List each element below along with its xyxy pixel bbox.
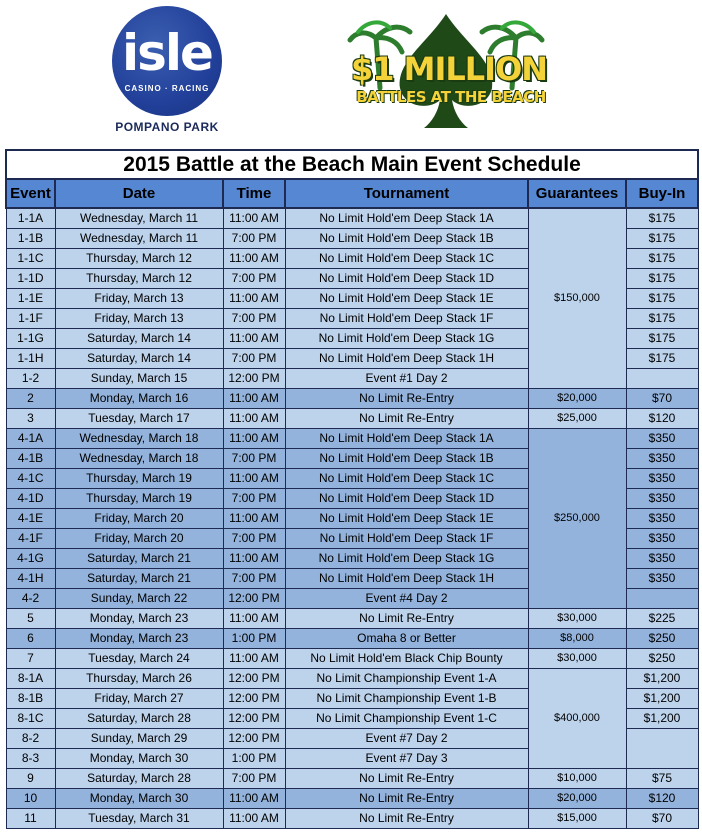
time-cell: 12:00 PM [223, 668, 285, 688]
time-cell: 12:00 PM [223, 588, 285, 608]
time-cell: 11:00 AM [223, 808, 285, 828]
tournament-cell: Event #7 Day 3 [285, 748, 528, 768]
date-cell: Friday, March 13 [55, 308, 223, 328]
tournament-cell: No Limit Hold'em Deep Stack 1H [285, 348, 528, 368]
time-cell: 12:00 PM [223, 728, 285, 748]
date-cell: Friday, March 20 [55, 528, 223, 548]
date-cell: Saturday, March 14 [55, 328, 223, 348]
guarantee-cell: $20,000 [528, 388, 626, 408]
buyin-cell: $1,200 [626, 668, 698, 688]
million-logo-subtitle: BATTLES AT THE BEACH [356, 88, 546, 106]
tournament-cell: No Limit Hold'em Deep Stack 1C [285, 468, 528, 488]
time-cell: 11:00 AM [223, 508, 285, 528]
time-cell: 7:00 PM [223, 488, 285, 508]
tournament-cell: No Limit Re-Entry [285, 608, 528, 628]
tournament-cell: No Limit Hold'em Deep Stack 1D [285, 268, 528, 288]
buyin-cell: $250 [626, 648, 698, 668]
date-cell: Thursday, March 19 [55, 468, 223, 488]
event-cell: 1-1D [6, 268, 55, 288]
date-cell: Saturday, March 28 [55, 708, 223, 728]
guarantee-cell: $30,000 [528, 648, 626, 668]
buyin-cell: $120 [626, 788, 698, 808]
isle-logo-subtitle: CASINO · RACING [124, 84, 210, 93]
tournament-cell: No Limit Hold'em Deep Stack 1E [285, 288, 528, 308]
header-row [6, 179, 698, 208]
buyin-cell: $350 [626, 568, 698, 588]
time-cell: 7:00 PM [223, 308, 285, 328]
guarantee-cell: $30,000 [528, 608, 626, 628]
date-cell: Monday, March 30 [55, 748, 223, 768]
buyin-cell: $225 [626, 608, 698, 628]
header-tournament: Tournament [285, 179, 528, 208]
buyin-cell: $350 [626, 448, 698, 468]
date-cell: Monday, March 30 [55, 788, 223, 808]
time-cell: 11:00 AM [223, 208, 285, 228]
event-cell: 1-1A [6, 208, 55, 228]
buyin-cell: $350 [626, 528, 698, 548]
table-row [6, 388, 698, 408]
table-row [6, 608, 698, 628]
isle-logo-word: isle [122, 24, 212, 82]
event-cell: 8-1C [6, 708, 55, 728]
event-cell: 1-1E [6, 288, 55, 308]
event-cell: 9 [6, 768, 55, 788]
buyin-cell: $70 [626, 388, 698, 408]
time-cell: 1:00 PM [223, 628, 285, 648]
time-cell: 7:00 PM [223, 768, 285, 788]
guarantee-cell: $15,000 [528, 808, 626, 828]
million-battles-logo [336, 8, 556, 133]
tournament-cell: Event #7 Day 2 [285, 728, 528, 748]
guarantee-cell: $25,000 [528, 408, 626, 428]
time-cell: 1:00 PM [223, 748, 285, 768]
time-cell: 11:00 AM [223, 648, 285, 668]
event-cell: 4-1B [6, 448, 55, 468]
event-cell: 8-1B [6, 688, 55, 708]
event-cell: 1-1F [6, 308, 55, 328]
tournament-cell: No Limit Hold'em Deep Stack 1B [285, 448, 528, 468]
buyin-cell: $1,200 [626, 688, 698, 708]
time-cell: 11:00 AM [223, 788, 285, 808]
tournament-cell: No Limit Re-Entry [285, 768, 528, 788]
date-cell: Friday, March 13 [55, 288, 223, 308]
time-cell: 11:00 AM [223, 328, 285, 348]
time-cell: 7:00 PM [223, 448, 285, 468]
table-row [6, 408, 698, 428]
tournament-cell: No Limit Re-Entry [285, 388, 528, 408]
event-cell: 4-1D [6, 488, 55, 508]
event-cell: 6 [6, 628, 55, 648]
table-row [6, 808, 698, 828]
table-row [6, 208, 698, 228]
buyin-cell: $175 [626, 308, 698, 328]
buyin-cell: $175 [626, 268, 698, 288]
event-cell: 4-1H [6, 568, 55, 588]
tournament-cell: No Limit Championship Event 1-B [285, 688, 528, 708]
title-row [6, 150, 698, 179]
time-cell: 12:00 PM [223, 368, 285, 388]
tournament-cell: No Limit Championship Event 1-C [285, 708, 528, 728]
guarantee-cell: $150,000 [528, 208, 626, 388]
event-cell: 1-1G [6, 328, 55, 348]
date-cell: Tuesday, March 17 [55, 408, 223, 428]
header-logos [0, 0, 702, 148]
date-cell: Wednesday, March 18 [55, 428, 223, 448]
table-row [6, 668, 698, 688]
buyin-cell: $175 [626, 328, 698, 348]
buyin-cell [626, 368, 698, 388]
isle-logo-park: POMPANO PARK [115, 120, 219, 134]
time-cell: 11:00 AM [223, 608, 285, 628]
time-cell: 7:00 PM [223, 228, 285, 248]
table-row [6, 428, 698, 448]
tournament-cell: No Limit Championship Event 1-A [285, 668, 528, 688]
date-cell: Thursday, March 19 [55, 488, 223, 508]
event-cell: 10 [6, 788, 55, 808]
date-cell: Tuesday, March 31 [55, 808, 223, 828]
tournament-cell: No Limit Hold'em Deep Stack 1E [285, 508, 528, 528]
tournament-cell: No Limit Hold'em Deep Stack 1G [285, 548, 528, 568]
tournament-cell: No Limit Hold'em Deep Stack 1F [285, 528, 528, 548]
time-cell: 11:00 AM [223, 468, 285, 488]
buyin-cell: $1,200 [626, 708, 698, 728]
event-cell: 4-1E [6, 508, 55, 528]
event-cell: 1-2 [6, 368, 55, 388]
date-cell: Thursday, March 26 [55, 668, 223, 688]
guarantee-cell: $250,000 [528, 428, 626, 608]
event-cell: 4-1F [6, 528, 55, 548]
date-cell: Friday, March 20 [55, 508, 223, 528]
buyin-cell: $350 [626, 548, 698, 568]
event-cell: 1-1B [6, 228, 55, 248]
time-cell: 7:00 PM [223, 528, 285, 548]
header-time: Time [223, 179, 285, 208]
schedule-table [5, 149, 699, 829]
buyin-cell: $350 [626, 488, 698, 508]
header-buyin: Buy-In [626, 179, 698, 208]
table-row [6, 768, 698, 788]
date-cell: Sunday, March 22 [55, 588, 223, 608]
time-cell: 11:00 AM [223, 388, 285, 408]
time-cell: 11:00 AM [223, 288, 285, 308]
tournament-cell: No Limit Hold'em Deep Stack 1B [285, 228, 528, 248]
buyin-cell [626, 588, 698, 608]
date-cell: Sunday, March 15 [55, 368, 223, 388]
tournament-cell: No Limit Hold'em Deep Stack 1G [285, 328, 528, 348]
million-logo-title: $1 MILLION [350, 50, 548, 88]
tournament-cell: Omaha 8 or Better [285, 628, 528, 648]
tournament-cell: Event #4 Day 2 [285, 588, 528, 608]
buyin-cell: $250 [626, 628, 698, 648]
event-cell: 3 [6, 408, 55, 428]
date-cell: Monday, March 23 [55, 608, 223, 628]
tournament-cell: No Limit Hold'em Deep Stack 1F [285, 308, 528, 328]
tournament-cell: No Limit Re-Entry [285, 808, 528, 828]
header-event: Event [6, 179, 55, 208]
buyin-cell: $350 [626, 468, 698, 488]
time-cell: 7:00 PM [223, 568, 285, 588]
time-cell: 11:00 AM [223, 248, 285, 268]
tournament-cell: No Limit Hold'em Deep Stack 1A [285, 428, 528, 448]
tournament-cell: No Limit Hold'em Black Chip Bounty [285, 648, 528, 668]
isle-casino-logo [108, 6, 226, 134]
date-cell: Sunday, March 29 [55, 728, 223, 748]
date-cell: Wednesday, March 11 [55, 208, 223, 228]
buyin-cell: $75 [626, 768, 698, 788]
time-cell: 11:00 AM [223, 548, 285, 568]
date-cell: Thursday, March 12 [55, 268, 223, 288]
date-cell: Monday, March 23 [55, 628, 223, 648]
event-cell: 2 [6, 388, 55, 408]
event-cell: 5 [6, 608, 55, 628]
event-cell: 8-3 [6, 748, 55, 768]
event-cell: 11 [6, 808, 55, 828]
buyin-cell: $175 [626, 248, 698, 268]
time-cell: 12:00 PM [223, 688, 285, 708]
buyin-cell: $120 [626, 408, 698, 428]
buyin-cell: $350 [626, 428, 698, 448]
date-cell: Saturday, March 21 [55, 548, 223, 568]
buyin-cell: $175 [626, 288, 698, 308]
table-row [6, 648, 698, 668]
header-date: Date [55, 179, 223, 208]
tournament-cell: No Limit Re-Entry [285, 788, 528, 808]
time-cell: 11:00 AM [223, 428, 285, 448]
date-cell: Wednesday, March 18 [55, 448, 223, 468]
tournament-cell: No Limit Hold'em Deep Stack 1A [285, 208, 528, 228]
event-cell: 8-2 [6, 728, 55, 748]
date-cell: Thursday, March 12 [55, 248, 223, 268]
date-cell: Saturday, March 28 [55, 768, 223, 788]
buyin-cell [626, 728, 698, 768]
date-cell: Saturday, March 14 [55, 348, 223, 368]
date-cell: Wednesday, March 11 [55, 228, 223, 248]
buyin-cell: $175 [626, 208, 698, 228]
header-guarantees: Guarantees [528, 179, 626, 208]
date-cell: Tuesday, March 24 [55, 648, 223, 668]
date-cell: Monday, March 16 [55, 388, 223, 408]
event-cell: 1-1H [6, 348, 55, 368]
guarantee-cell: $400,000 [528, 668, 626, 768]
buyin-cell: $175 [626, 348, 698, 368]
event-cell: 1-1C [6, 248, 55, 268]
time-cell: 7:00 PM [223, 268, 285, 288]
event-cell: 4-1A [6, 428, 55, 448]
event-cell: 8-1A [6, 668, 55, 688]
event-cell: 7 [6, 648, 55, 668]
event-cell: 4-1G [6, 548, 55, 568]
guarantee-cell: $10,000 [528, 768, 626, 788]
time-cell: 12:00 PM [223, 708, 285, 728]
event-cell: 4-2 [6, 588, 55, 608]
tournament-cell: No Limit Re-Entry [285, 408, 528, 428]
buyin-cell: $350 [626, 508, 698, 528]
buyin-cell: $70 [626, 808, 698, 828]
tournament-cell: Event #1 Day 2 [285, 368, 528, 388]
guarantee-cell: $8,000 [528, 628, 626, 648]
tournament-cell: No Limit Hold'em Deep Stack 1C [285, 248, 528, 268]
tournament-cell: No Limit Hold'em Deep Stack 1H [285, 568, 528, 588]
time-cell: 7:00 PM [223, 348, 285, 368]
table-row [6, 788, 698, 808]
event-cell: 4-1C [6, 468, 55, 488]
guarantee-cell: $20,000 [528, 788, 626, 808]
date-cell: Friday, March 27 [55, 688, 223, 708]
time-cell: 11:00 AM [223, 408, 285, 428]
table-row [6, 628, 698, 648]
table-title: 2015 Battle at the Beach Main Event Schedule [6, 150, 698, 179]
date-cell: Saturday, March 21 [55, 568, 223, 588]
buyin-cell: $175 [626, 228, 698, 248]
tournament-cell: No Limit Hold'em Deep Stack 1D [285, 488, 528, 508]
